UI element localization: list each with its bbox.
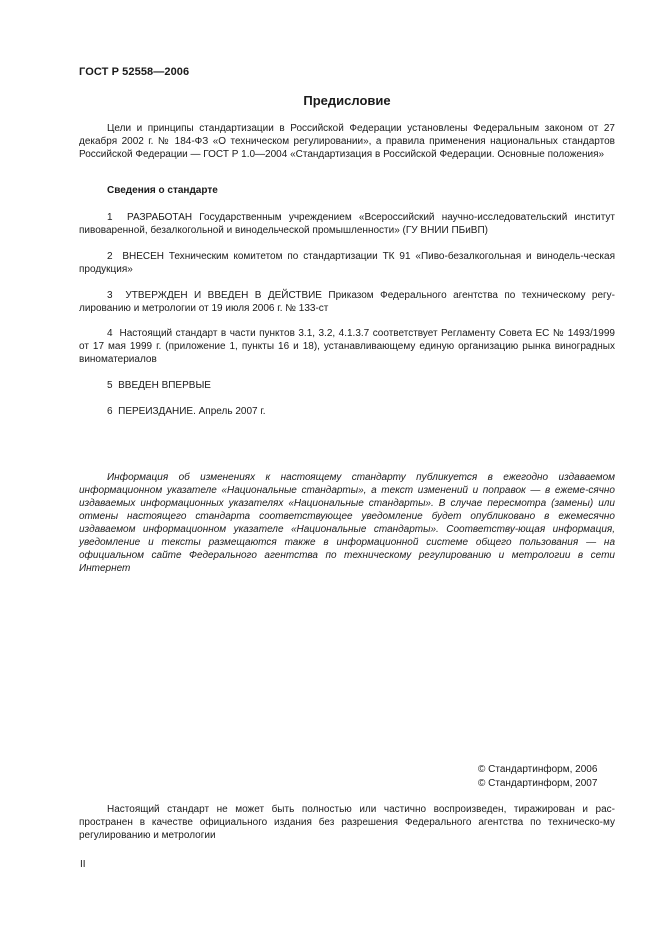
item-text: Настоящий стандарт в части пунктов 3.1, 3.2, 4.1.3.7 соответствует Регламенту Совета ЕС № 1493/1999 от 17 мая 1999 г. (приложение 1, пункты 16 и 18), устанавливающему единую организацию рынка виноградных виноматериалов	[79, 328, 615, 365]
item-number: 3	[107, 290, 113, 301]
page-title: Предисловие	[303, 93, 391, 108]
item-text: ВНЕСЕН Техническим комитетом по стандартизации ТК 91 «Пиво-безалкогольная и винодель-ческая продукция»	[79, 251, 615, 275]
document-code: ГОСТ Р 52558—2006	[79, 66, 190, 78]
standard-info-heading: Сведения о стандарте	[107, 185, 218, 196]
info-item-2	[79, 250, 615, 276]
item-number: 2	[107, 251, 113, 262]
info-item-6	[79, 405, 615, 418]
amendments-notice: Информация об изменениях к настоящему стандарту публикуется в ежегодно издаваемом информационном указателе «Национальные стандарты», а текст изменений и поправок — в ежеме-сячно издаваемых информационных указателях «Национальные стандарты». В случае пересмотра (замены) или отмены настоящего стандарта соответствующее уведомление будет опубликовано в ежемесячно издаваемом информационном указателе «Национальные стандарты». Соответству-ющая информация, уведомление и тексты размещаются также в информационной системе общего пользования — на официальном сайте Федерального агентства по техническому регулированию и метрологии в сети Интернет	[79, 472, 615, 574]
item-number: 5	[107, 380, 113, 391]
item-number: 1	[107, 212, 113, 223]
page-number: II	[80, 859, 86, 870]
copyright-line-2006: © Стандартинформ, 2006	[478, 764, 598, 775]
info-item-4	[79, 327, 615, 366]
item-number: 4	[107, 328, 113, 339]
copyright-line-2007: © Стандартинформ, 2007	[478, 778, 598, 789]
info-item-3	[79, 289, 615, 315]
item-number: 6	[107, 406, 113, 417]
reproduction-notice: Настоящий стандарт не может быть полностью или частично воспроизведен, тиражирован и рас-пространен в качестве официального издания без разрешения Федерального агентства по техническо-му регулированию и метрологии	[79, 804, 615, 841]
item-text: РАЗРАБОТАН Государственным учреждением «Всероссийский научно-исследовательский институт пивоваренной, безалкогольной и винодельческой промышленности» (ГУ ВНИИ ПБиВП)	[79, 212, 616, 236]
intro-paragraph: Цели и принципы стандартизации в Российской Федерации установлены Федеральным законом от 27 декабря 2002 г. № 184-ФЗ «О техническом регулировании», а правила применения национальных стандартов Российской Федерации — ГОСТ Р 1.0—2004 «Стандартизация в Российской Федерации. Основные положения»	[79, 123, 615, 160]
info-item-5	[79, 379, 615, 392]
item-text: ВВЕДЕН ВПЕРВЫЕ	[118, 380, 211, 391]
item-text: ПЕРЕИЗДАНИЕ. Апрель 2007 г.	[118, 406, 266, 417]
info-item-1	[79, 211, 615, 237]
item-text: УТВЕРЖДЕН И ВВЕДЕН В ДЕЙСТВИЕ Приказом Федерального агентства по техническому регу-лированию и метрологии от 19 июля 2006 г. № 133-ст	[79, 290, 615, 314]
